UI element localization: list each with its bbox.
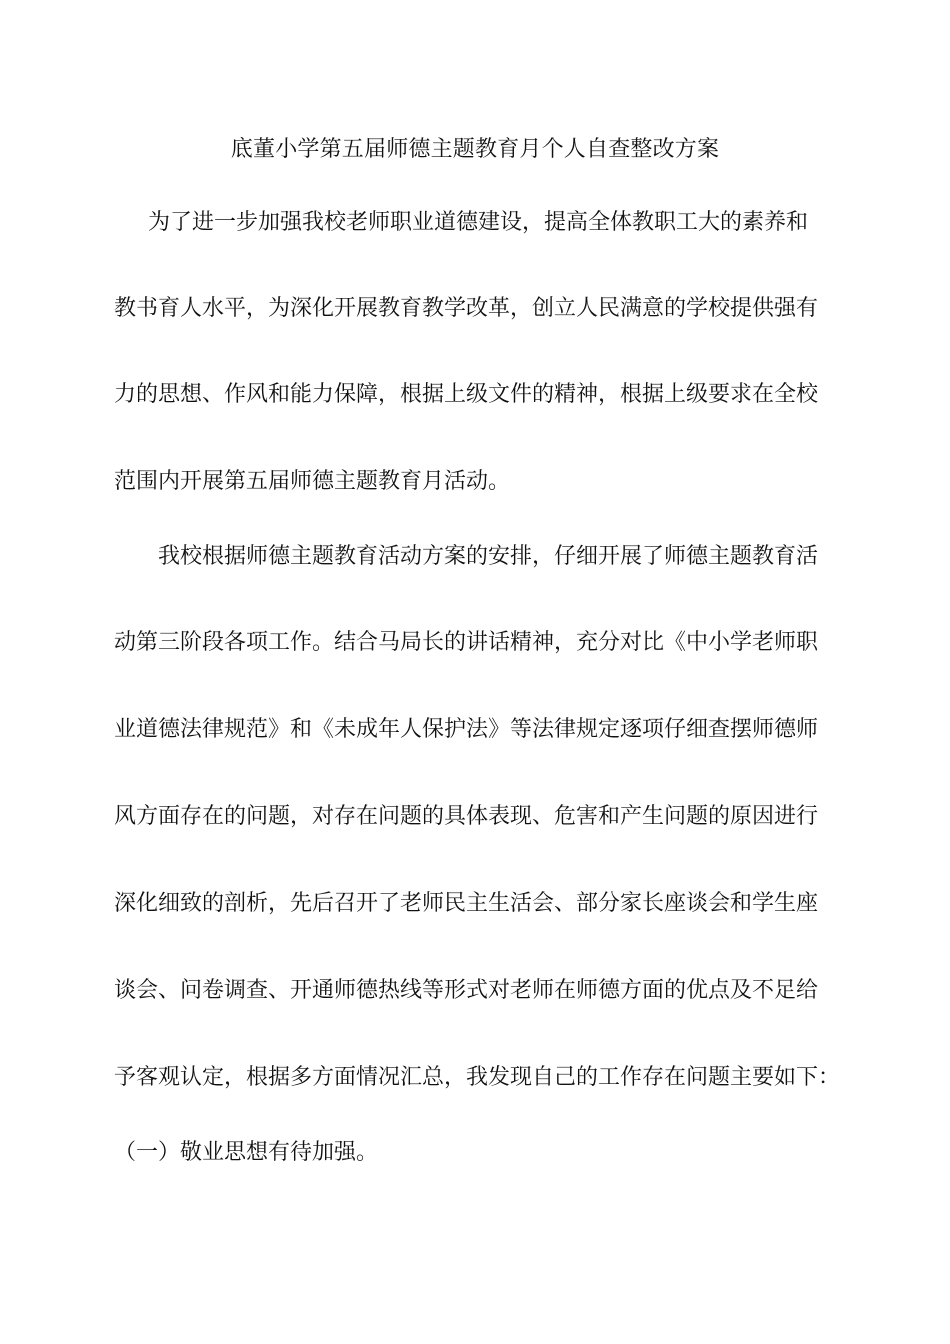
paragraph-line: 动第三阶段各项工作。结合马局长的讲话精神，充分对比《中小学老师职: [114, 630, 819, 655]
paragraph-line: 力的思想、作风和能力保障，根据上级文件的精神，根据上级要求在全校: [114, 382, 819, 407]
paragraph-line: 谈会、问卷调查、开通师德热线等形式对老师在师德方面的优点及不足给: [114, 978, 819, 1003]
paragraph-line: 教书育人水平，为深化开展教育教学改革，创立人民满意的学校提供强有: [114, 296, 819, 321]
paragraph-line: 深化细致的剖析，先后召开了老师民主生活会、部分家长座谈会和学生座: [114, 891, 819, 916]
paragraph-line: 为了进一步加强我校老师职业道德建设，提高全体教职工大的素养和: [148, 210, 809, 235]
paragraph-line: 范围内开展第五届师德主题教育月活动。: [114, 469, 511, 494]
section-subheading: （一）敬业思想有待加强。: [114, 1140, 379, 1165]
paragraph-line: 风方面存在的问题，对存在问题的具体表现、危害和产生问题的原因进行: [114, 804, 819, 829]
paragraph-line: 我校根据师德主题教育活动方案的安排，仔细开展了师德主题教育活: [158, 544, 819, 569]
document-title: 底董小学第五届师德主题教育月个人自查整改方案: [230, 137, 720, 162]
paragraph-line: 予客观认定，根据多方面情况汇总，我发现自己的工作存在问题主要如下：: [114, 1065, 841, 1090]
paragraph-line: 业道德法律规范》和《未成年人保护法》等法律规定逐项仔细查摆师德师: [114, 717, 819, 742]
